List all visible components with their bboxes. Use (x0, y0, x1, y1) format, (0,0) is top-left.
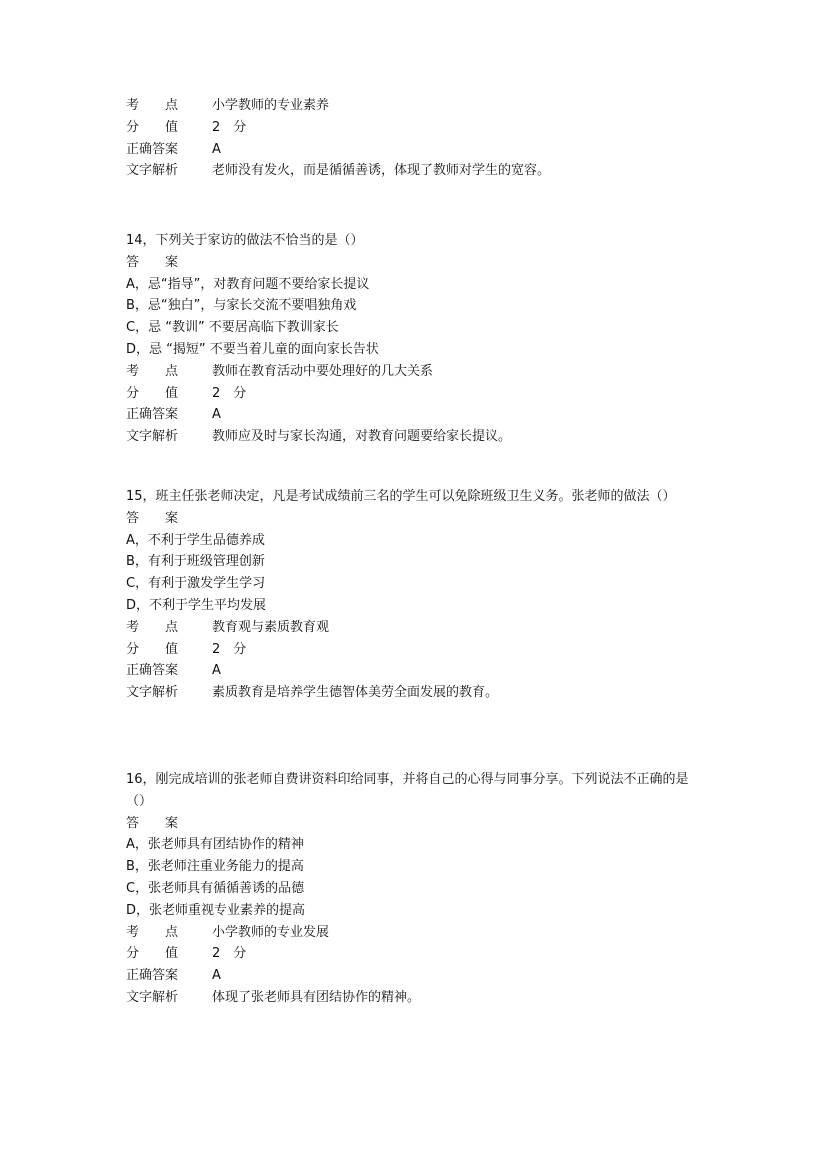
question-block (126, 769, 696, 1009)
option-c: C，张老师具有循循善诱的品德 (126, 880, 305, 896)
exam-point-value: 小学教师的专业发展 (212, 924, 330, 940)
exam-point-value: 教师在教育活动中要处理好的几大关系 (212, 363, 434, 379)
correct-answer-value: A (212, 141, 221, 157)
text-analysis-row (126, 160, 696, 182)
text-analysis-label: 文字解析 (126, 163, 179, 179)
correct-answer-value: A (212, 407, 221, 423)
option-d: D，不利于学生平均发展 (126, 597, 267, 613)
exam-point-label: 考 点 (126, 924, 179, 940)
score-row (126, 639, 696, 661)
score-value: 2 分 (212, 119, 247, 135)
question-title: 16，刚完成培训的张老师自费讲资料印给同事，并将自己的心得与同事分享。下列说法不正确的是（） (126, 772, 689, 809)
score-value: 2 分 (212, 946, 247, 962)
text-analysis-row (126, 426, 696, 448)
text-analysis-label: 文字解析 (126, 989, 179, 1005)
score-row (126, 117, 696, 139)
score-label: 分 值 (126, 385, 179, 401)
correct-answer-label: 正确答案 (126, 968, 179, 984)
score-row (126, 383, 696, 405)
text-analysis-value: 素质教育是培养学生德智体美劳全面发展的教育。 (212, 685, 499, 701)
option-c: C，忌 “教训” 不要居高临下教训家长 (126, 320, 339, 336)
correct-answer-row (126, 404, 696, 426)
correct-answer-value: A (212, 968, 221, 984)
correct-answer-label: 正确答案 (126, 141, 179, 157)
score-label: 分 值 (126, 946, 179, 962)
question-block (126, 486, 696, 704)
question-title: 14，下列关于家访的做法不恰当的是（） (126, 233, 364, 248)
option-b: B，张老师注重业务能力的提高 (126, 859, 304, 875)
correct-answer-row (126, 660, 696, 682)
answer-header-label: 答 案 (126, 254, 179, 270)
score-value: 2 分 (212, 641, 247, 657)
text-analysis-value: 教师应及时与家长沟通，对教育问题要给家长提议。 (212, 429, 512, 445)
exam-point-value: 教育观与素质教育观 (212, 619, 330, 635)
option-c: C，有利于激发学生学习 (126, 576, 266, 592)
option-a: A，不利于学生品德养成 (126, 532, 265, 548)
correct-answer-row (126, 965, 696, 987)
correct-answer-label: 正确答案 (126, 407, 179, 423)
correct-answer-label: 正确答案 (126, 663, 179, 679)
score-value: 2 分 (212, 385, 247, 401)
exam-point-row (126, 95, 696, 117)
score-row (126, 943, 696, 965)
option-a: A，忌“指导”，对教育问题不要给家长提议 (126, 276, 370, 292)
option-b: B，有利于班级管理创新 (126, 554, 265, 570)
answer-header (126, 813, 696, 835)
option-b: B，忌“独白”，与家长交流不要唱独角戏 (126, 298, 357, 314)
exam-point-row (126, 922, 696, 944)
exam-point-label: 考 点 (126, 98, 179, 113)
exam-point-label: 考 点 (126, 619, 179, 635)
option-a: A，张老师具有团结协作的精神 (126, 837, 304, 853)
text-analysis-value: 老师没有发火，而是循循善诱，体现了教师对学生的宽容。 (212, 163, 551, 179)
question-block (126, 95, 696, 182)
answer-header (126, 252, 696, 274)
answer-header-label: 答 案 (126, 815, 179, 831)
text-analysis-row (126, 987, 696, 1009)
text-analysis-label: 文字解析 (126, 685, 179, 701)
option-d: D，张老师重视专业素养的提高 (126, 902, 306, 918)
answer-header-label: 答 案 (126, 510, 179, 526)
correct-answer-value: A (212, 663, 221, 679)
exam-point-row (126, 617, 696, 639)
text-analysis-label: 文字解析 (126, 429, 179, 445)
exam-point-label: 考 点 (126, 363, 179, 379)
text-analysis-value: 体现了张老师具有团结协作的精神。 (212, 989, 421, 1005)
question-block (126, 230, 696, 448)
question-title: 15，班主任张老师决定，凡是考试成绩前三名的学生可以免除班级卫生义务。张老师的做法（） (126, 489, 676, 504)
exam-point-row (126, 361, 696, 383)
score-label: 分 值 (126, 641, 179, 657)
score-label: 分 值 (126, 119, 179, 135)
correct-answer-row (126, 139, 696, 161)
option-d: D，忌 “揭短” 不要当着儿童的面向家长告状 (126, 341, 379, 357)
answer-header (126, 508, 696, 530)
text-analysis-row (126, 682, 696, 704)
exam-point-value: 小学教师的专业素养 (212, 98, 330, 113)
